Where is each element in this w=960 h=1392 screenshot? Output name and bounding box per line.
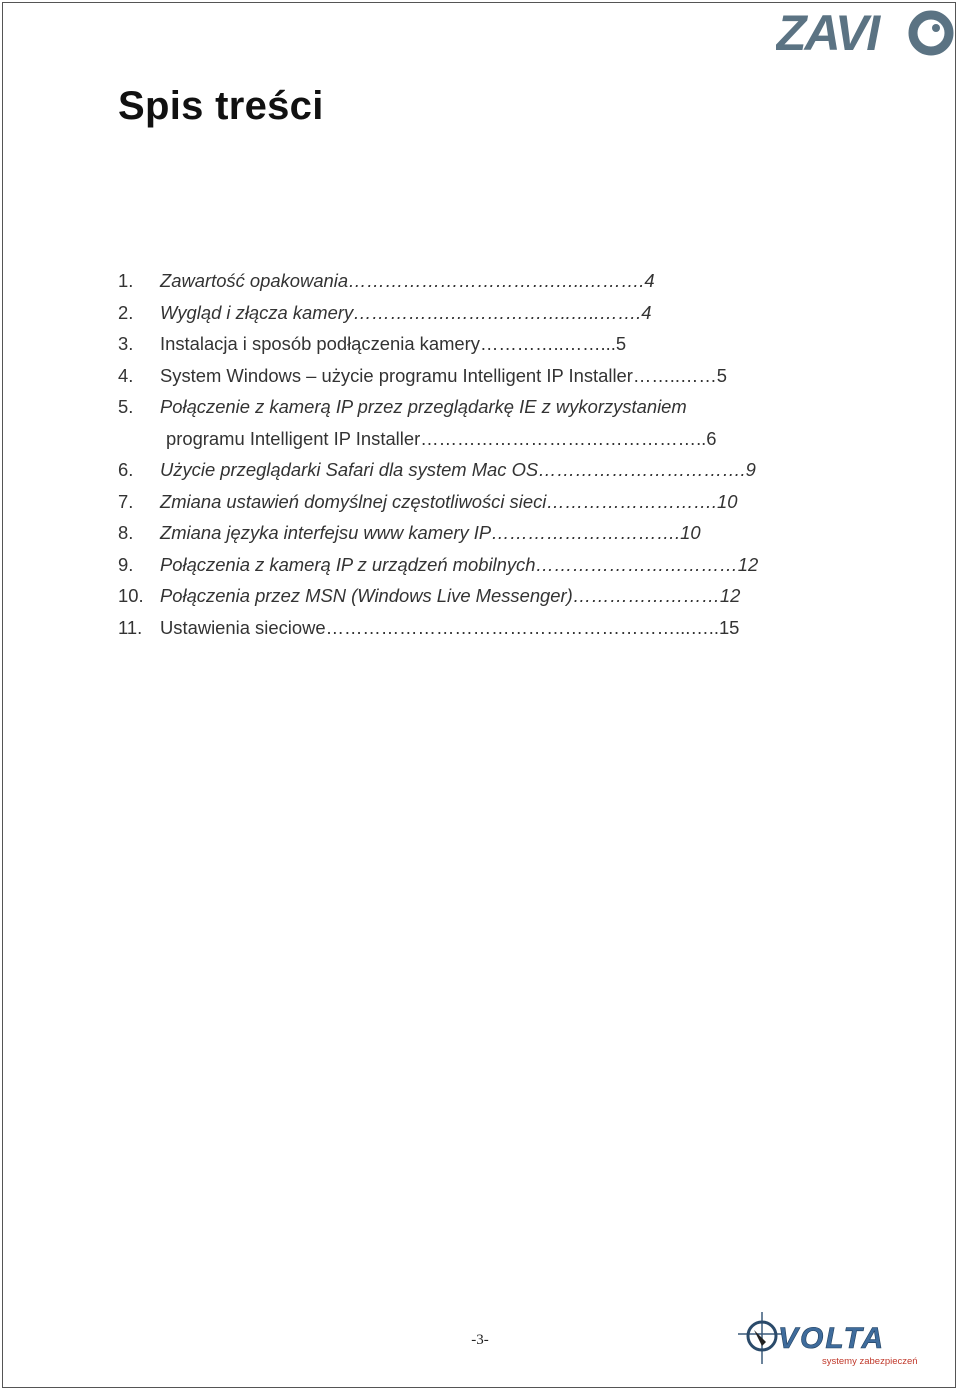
toc-item-number: 7. bbox=[118, 490, 134, 512]
page-number: -3- bbox=[471, 1332, 489, 1348]
toc-item bbox=[118, 612, 842, 644]
toc-item-title: Instalacja i sposób podłączenia kamery bbox=[160, 333, 480, 354]
toc-item bbox=[118, 265, 842, 297]
toc-item-leader-page: …………………………….9 bbox=[538, 459, 756, 480]
toc-item bbox=[118, 486, 842, 518]
toc-item bbox=[118, 297, 842, 329]
toc-item-title: Połączenie z kamerą IP przez przeglądarkę IE z wykorzystaniem bbox=[160, 396, 687, 417]
toc-item-title: Połączenia przez MSN (Windows Live Messenger) bbox=[160, 585, 573, 606]
toc-item bbox=[118, 454, 842, 486]
toc-item bbox=[118, 549, 842, 581]
page-title: Spis treści bbox=[118, 84, 324, 128]
toc-item-number: 2. bbox=[118, 301, 134, 323]
toc-item bbox=[118, 423, 842, 455]
zavio-logo bbox=[776, 6, 956, 58]
toc-item-leader-page: ……..……5 bbox=[632, 364, 727, 386]
toc-item-title: Zawartość opakowania bbox=[160, 270, 349, 291]
page-border bbox=[2, 2, 956, 1388]
toc-item-title: Wygląd i złącza kamery bbox=[160, 301, 354, 323]
toc-item-number: 3. bbox=[118, 333, 134, 354]
toc-item bbox=[118, 391, 842, 423]
table-of-contents bbox=[118, 265, 842, 643]
toc-item-title: Ustawienia sieciowe bbox=[160, 616, 326, 638]
toc-item bbox=[118, 580, 842, 612]
toc-item-number: 9. bbox=[118, 553, 134, 575]
toc-item-number: 10. bbox=[118, 585, 144, 606]
toc-item-leader-page: …………………………………………………...…..15 bbox=[325, 616, 740, 638]
toc-item-title: Użycie przeglądarki Safari dla system Mac OS bbox=[160, 459, 539, 480]
svg-text:VOLTA: VOLTA bbox=[778, 1322, 886, 1355]
toc-item-title: Zmiana języka interfejsu www kamery IP bbox=[160, 522, 492, 543]
toc-item-title: programu Intelligent IP Installer bbox=[166, 427, 421, 449]
toc-item-number: 8. bbox=[118, 522, 134, 543]
volta-logo bbox=[736, 1312, 948, 1376]
toc-item-number: 4. bbox=[118, 364, 134, 386]
toc-item-number: 6. bbox=[118, 459, 134, 480]
toc-item-title: System Windows – użycie programu Intelligent IP Installer bbox=[160, 364, 633, 386]
toc-item-leader-page: ……………………………12 bbox=[535, 553, 759, 575]
volta-tagline: systemy zabezpieczeń bbox=[822, 1356, 918, 1367]
toc-item-leader-page: …………………………….…..……….4 bbox=[348, 270, 655, 291]
toc-item-leader-page: ……………………….10 bbox=[546, 490, 738, 512]
toc-item-number: 5. bbox=[118, 396, 134, 417]
toc-item-leader-page: …………..……...5 bbox=[479, 333, 627, 354]
toc-item-leader-page: …………….………………..…..…….4 bbox=[353, 301, 652, 323]
toc-item bbox=[118, 360, 842, 392]
svg-text:ZAVI: ZAVI bbox=[776, 6, 879, 58]
toc-item-leader-page: ………………………………………..6 bbox=[420, 427, 717, 449]
toc-item-title: Połączenia z kamerą IP z urządzeń mobilnych bbox=[160, 553, 536, 575]
toc-item-number: 1. bbox=[118, 270, 134, 291]
toc-item-number: 11. bbox=[118, 616, 143, 638]
toc-item bbox=[118, 328, 842, 360]
toc-item-leader-page: ……………………12 bbox=[572, 585, 741, 606]
toc-item bbox=[118, 517, 842, 549]
toc-item-title: Zmiana ustawień domyślnej częstotliwości sieci bbox=[160, 490, 547, 512]
toc-item-leader-page: ………………………….10 bbox=[491, 522, 701, 543]
